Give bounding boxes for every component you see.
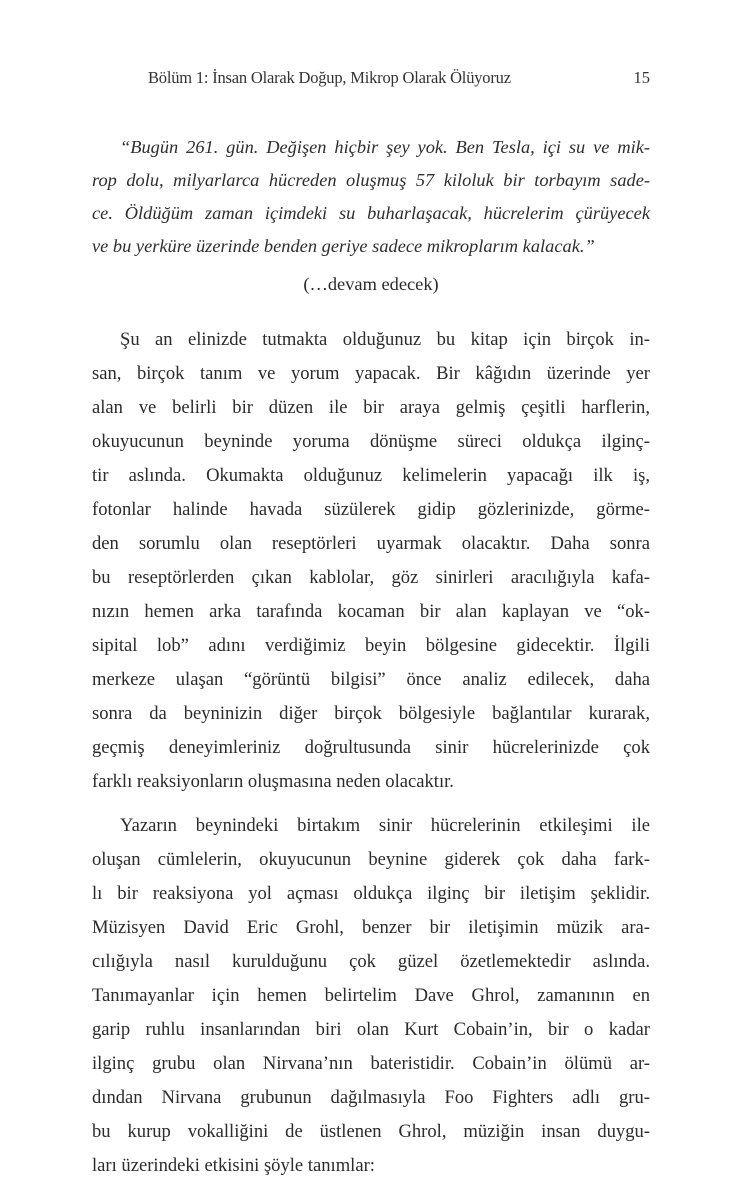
text-line: sonra da beyninizin diğer birçok bölgesiyle bağlantılar kurarak, bbox=[92, 703, 650, 724]
text-line: Tanımayanlar için hemen belirtelim Dave Ghrol, zamanının en bbox=[92, 985, 650, 1006]
text-line: geçmiş deneyimleriniz doğrultusunda sinir hücrelerinizde çok bbox=[92, 737, 650, 758]
text-line: san, birçok tanım ve yorum yapacak. Bir kâğıdın üzerinde yer bbox=[92, 363, 650, 384]
text-line: dından Nirvana grubunun dağılmasıyla Foo Fighters adlı gru- bbox=[92, 1087, 650, 1108]
text-line: farklı reaksiyonların oluşmasına neden olacaktır. bbox=[92, 771, 454, 792]
text-line: lı bir reaksiyona yol açması oldukça ilginç bir iletişim şeklidir. bbox=[92, 883, 650, 904]
quote-line: “Bugün 261. gün. Değişen hiçbir şey yok. Ben Tesla, içi su ve mik- bbox=[120, 137, 650, 157]
text-line: Müzisyen David Eric Grohl, benzer bir iletişimin müzik ara- bbox=[92, 917, 650, 938]
text-line: alan ve belirli bir düzen ile bir araya gelmiş çeşitli harflerin, bbox=[92, 397, 650, 418]
quote-line: ve bu yerküre üzerinde benden geriye sadece mikroplarım kalacak.” bbox=[92, 236, 595, 256]
text-line: garip ruhlu insanlarından biri olan Kurt Cobain’in, bir o kadar bbox=[92, 1019, 650, 1040]
text-line: ları üzerindeki etkisini şöyle tanımlar: bbox=[92, 1155, 375, 1176]
text-line: cılığıyla nasıl kurulduğunu çok güzel özetlemektedir aslında. bbox=[92, 951, 650, 972]
chapter-title: Bölüm 1: İnsan Olarak Doğup, Mikrop Olarak Ölüyoruz bbox=[148, 68, 511, 87]
text-line: nızın hemen arka tarafında kocaman bir alan kaplayan ve “ok- bbox=[92, 601, 650, 622]
paragraph-1 bbox=[92, 323, 650, 799]
text-line: Şu an elinizde tutmakta olduğunuz bu kitap için birçok in- bbox=[120, 329, 650, 350]
text-line: merkeze ulaşan “görüntü bilgisi” önce analiz edilecek, daha bbox=[92, 669, 650, 690]
text-line: sipital lob” adını verdiğimiz beyin bölgesine gidecektir. İlgili bbox=[92, 635, 650, 656]
page-number: 15 bbox=[633, 68, 650, 87]
text-line: Yazarın beynindeki birtakım sinir hücrelerinin etkileşimi ile bbox=[120, 815, 650, 836]
text-line: bu kurup vokalliğini de üstlenen Ghrol, müziğin insan duygu- bbox=[92, 1121, 650, 1142]
paragraph-2 bbox=[92, 809, 650, 1183]
quote-line: rop dolu, milyarlarca hücreden oluşmuş 57 kiloluk bir torbayım sade- bbox=[92, 170, 650, 190]
page-content bbox=[92, 131, 650, 1193]
text-line: okuyucunun beyninde yoruma dönüşme süreci oldukça ilginç- bbox=[92, 431, 650, 452]
text-line: den sorumlu olan reseptörleri uyarmak olacaktır. Daha sonra bbox=[92, 533, 650, 554]
text-line: tir aslında. Okumakta olduğunuz kelimelerin yapacağı ilk iş, bbox=[92, 465, 650, 486]
continuation-note: (…devam edecek) bbox=[303, 274, 439, 294]
text-line: ilginç grubu olan Nirvana’nın bateristidir. Cobain’in ölümü ar- bbox=[92, 1053, 650, 1074]
text-line: oluşan cümlelerin, okuyucunun beynine giderek çok daha fark- bbox=[92, 849, 650, 870]
quote-line: ce. Öldüğüm zaman içimdeki su buharlaşacak, hücrelerim çürüyecek bbox=[92, 203, 650, 223]
running-header bbox=[92, 68, 650, 94]
quote-block bbox=[92, 131, 650, 263]
text-line: bu reseptörlerden çıkan kablolar, göz sinirleri aracılığıyla kafa- bbox=[92, 567, 650, 588]
text-line: fotonlar halinde havada süzülerek gidip gözlerinizde, görme- bbox=[92, 499, 650, 520]
